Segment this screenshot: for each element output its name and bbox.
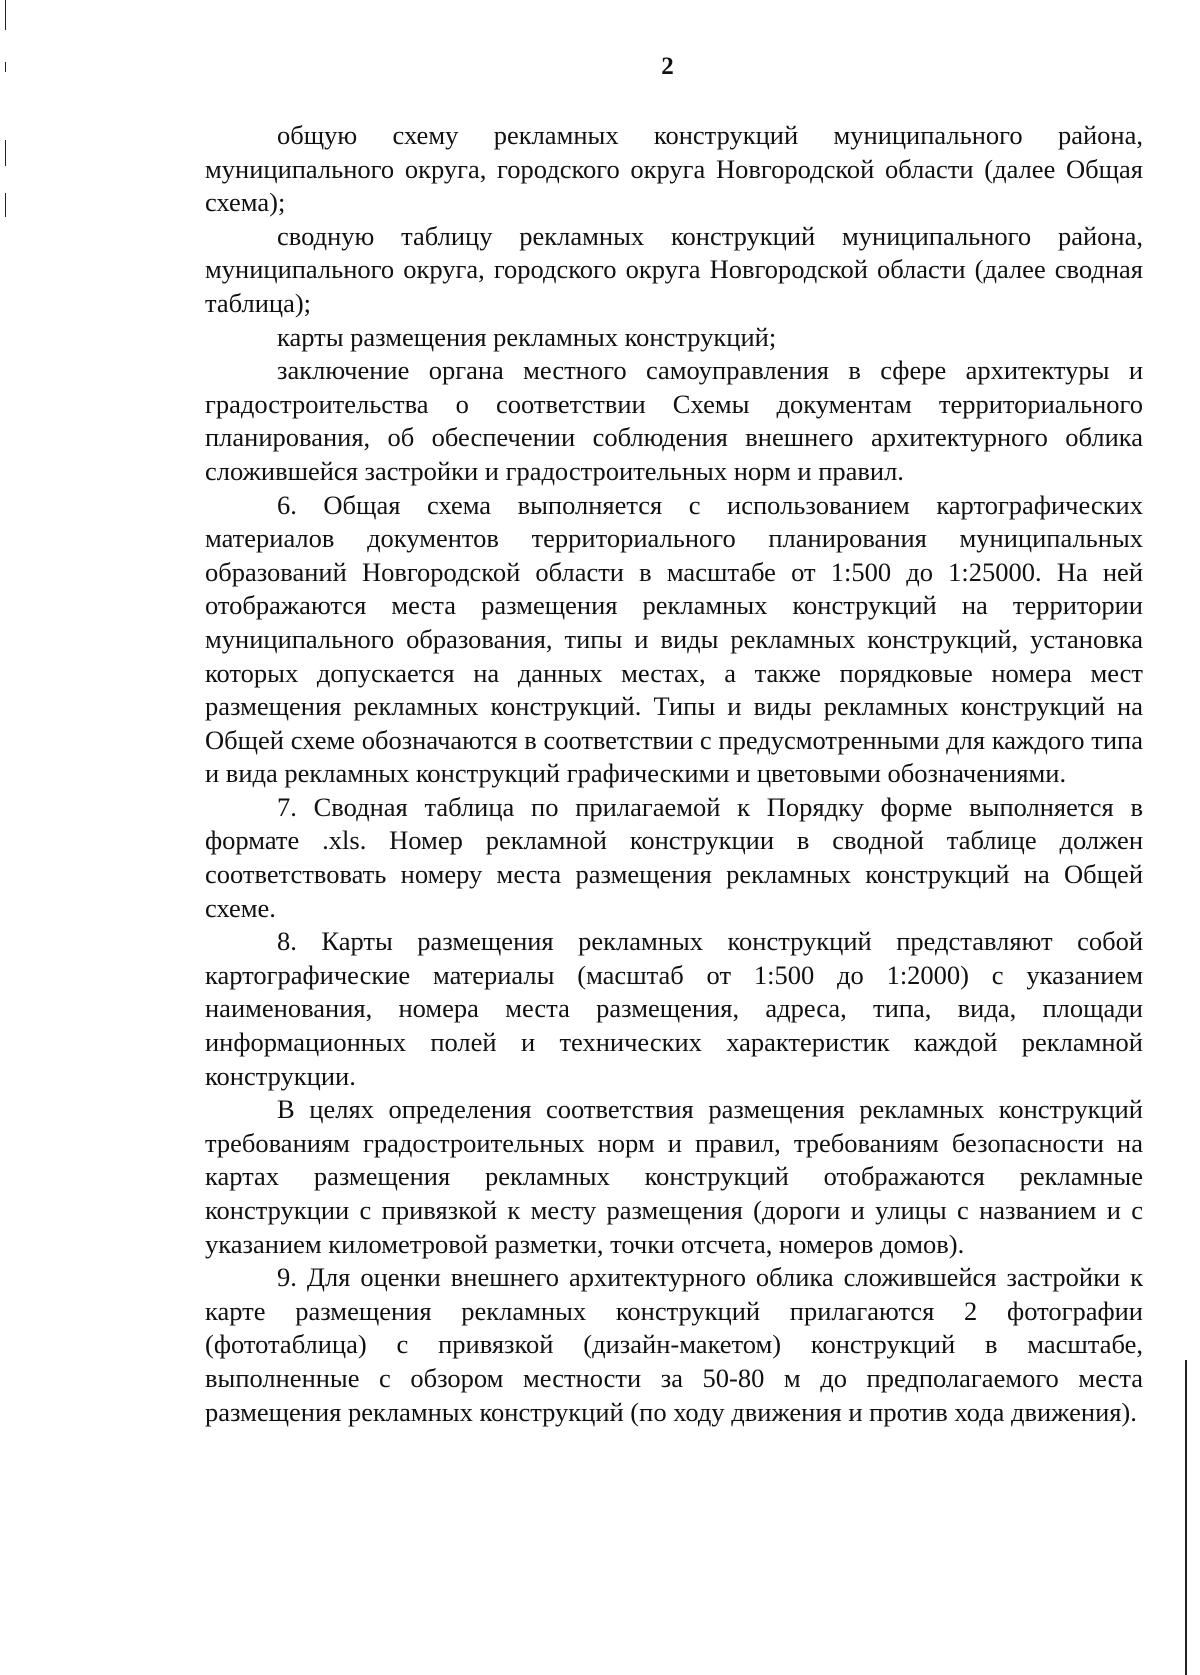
scan-artifact-left bbox=[5, 140, 6, 166]
paragraph: сводную таблицу рекламных конструкций муниципального района, муниципального округа, городского округа Новгородской области (далее сводная таблица); bbox=[205, 220, 1143, 318]
scan-artifact-left bbox=[5, 0, 6, 30]
paragraph: 8. Карты размещения рекламных конструкций представляют собой картографические материалы (масштаб от 1:500 до 1:2000) с указанием наименования, номера места размещения, адреса, типа, вида, площади информационных полей и технических характеристик каждой рекламной конструкции. bbox=[205, 926, 1143, 1091]
page-number: 2 bbox=[661, 53, 674, 80]
document-body bbox=[205, 119, 1143, 1429]
scan-artifact-left bbox=[5, 193, 6, 217]
paragraph: В целях определения соответствия размещения рекламных конструкций требованиям градостроительных норм и правил, требованиям безопасности на картах размещения рекламных конструкций отображаются рекламные конструкции с привязкой к месту размещения (дороги и улицы с названием и с указанием километровой разметки, точки отсчета, номеров домов). bbox=[205, 1094, 1143, 1259]
paragraph: карты размещения рекламных конструкций; bbox=[277, 321, 777, 352]
paragraph: общую схему рекламных конструкций муниципального района, муниципального округа, городского округа Новгородской области (далее Общая схема); bbox=[205, 120, 1143, 218]
paragraph: заключение органа местного самоуправления в сфере архитектуры и градостроительства о соответствии Схемы документам территориального планирования, об обеспечении соблюдения внешнего архитектурного облика сложившейся застройки и градостроительных норм и правил. bbox=[205, 355, 1143, 486]
paragraph: 6. Общая схема выполняется с использованием картографических материалов документов территориального планирования муниципальных образований Новгородской области в масштабе от 1:500 до 1:25000. На ней отображаются места размещения рекламных конструкций на территории муниципального образования, типы и виды рекламных конструкций, установка которых допускается на данных местах, а также порядковые номера мест размещения рекламных конструкций. Типы и виды рекламных конструкций на Общей схеме обозначаются в соответствии с предусмотренными для каждого типа и вида рекламных конструкций графическими и цветовыми обозначениями. bbox=[205, 489, 1143, 789]
scan-artifact-right bbox=[1185, 1360, 1187, 1675]
paragraph: 7. Сводная таблица по прилагаемой к Порядку форме выполняется в формате .xls. Номер рекламной конструкции в сводной таблице должен соответствовать номеру места размещения рекламных конструкций на Общей схеме. bbox=[205, 791, 1143, 923]
paragraph: 9. Для оценки внешнего архитектурного облика сложившейся застройки к карте размещения рекламных конструкций прилагаются 2 фотографии (фототаблица) с привязкой (дизайн-макетом) конструкций в масштабе, выполненные с обзором местности за 50-80 м до предполагаемого места размещения рекламных конструкций (по ходу движения и против хода движения). bbox=[205, 1262, 1143, 1427]
